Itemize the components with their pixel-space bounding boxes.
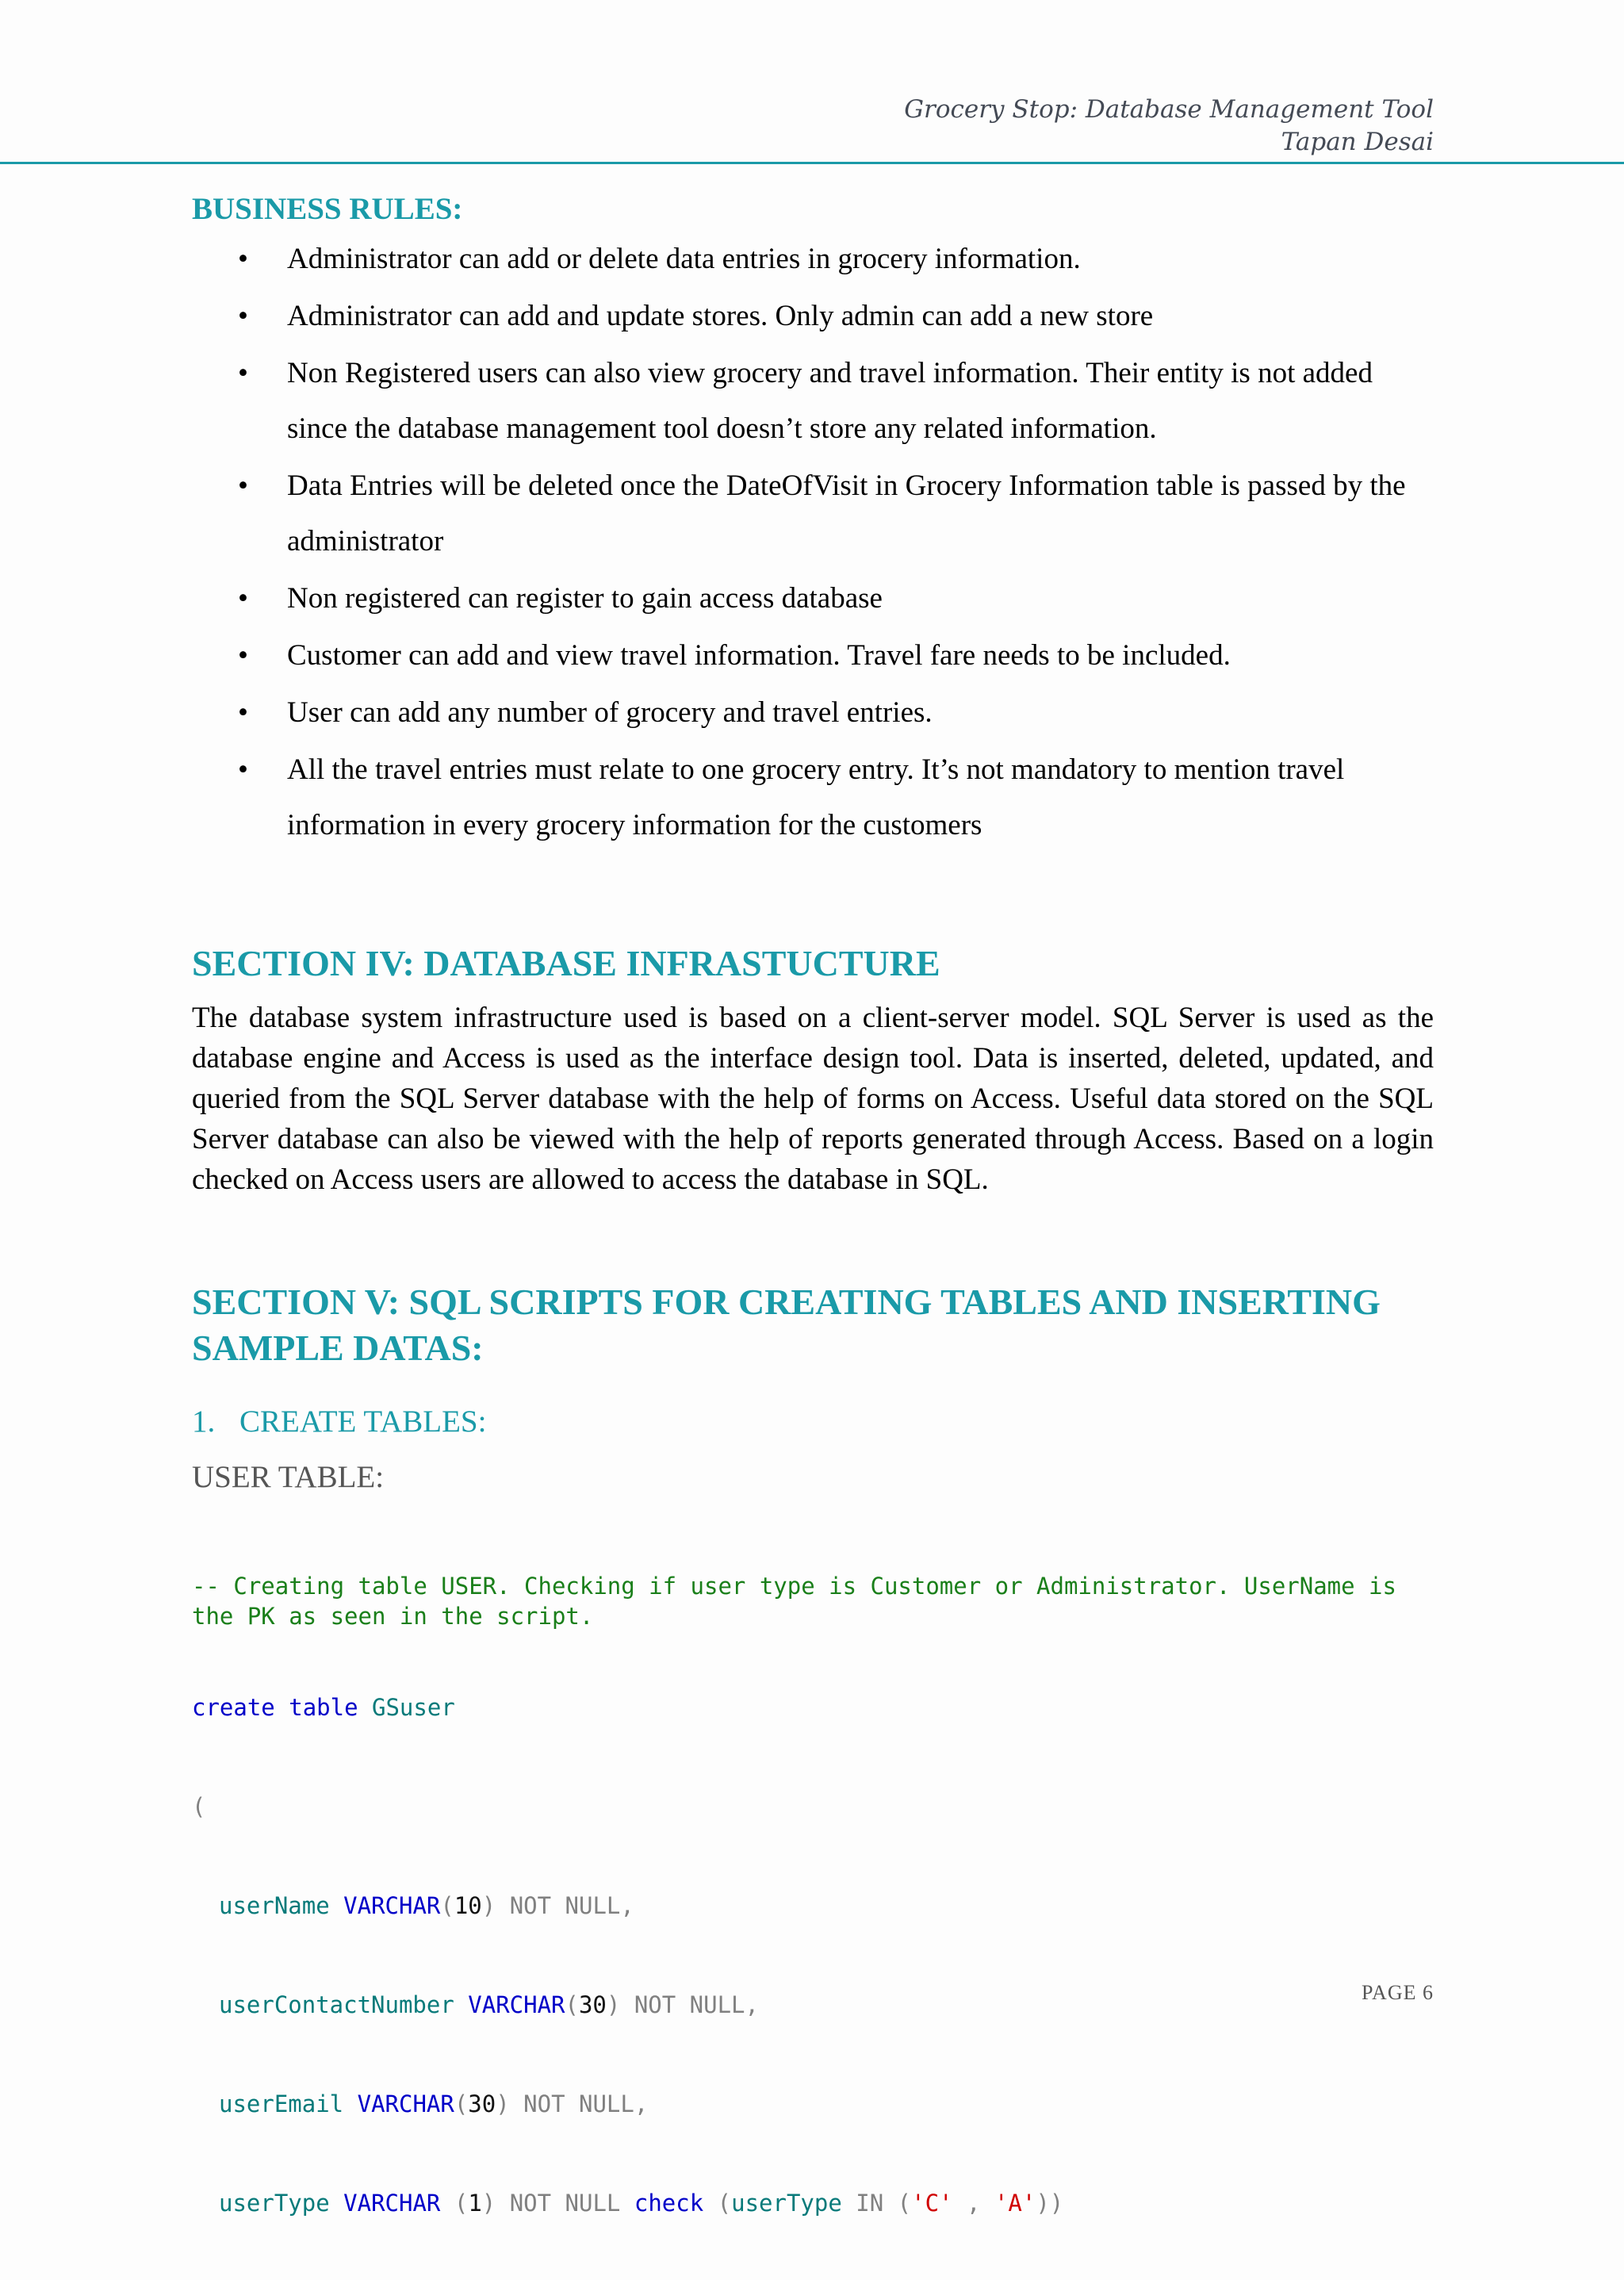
list-item: • User can add any number of grocery and travel entries. [192,685,1434,741]
bullet-icon: • [238,639,248,672]
header-author: Tapan Desai [1281,128,1434,156]
header-title: Grocery Stop: Database Management Tool [904,95,1434,124]
list-item: • Data Entries will be deleted once the DateOfVisit in Grocery Information table is passed by the administrator [192,458,1434,569]
page-number: PAGE 6 [1361,1981,1434,2004]
section-v-heading [192,1279,1434,1371]
code-line: create table GSuser [192,1694,455,1721]
bullet-icon: • [238,243,248,275]
list-item: • Customer can add and view travel information. Travel fare needs to be included. [192,628,1434,684]
list-item: • All the travel entries must relate to one grocery entry. It’s not mandatory to mention travel information in every grocery information for the customers [192,742,1434,853]
bullet-icon: • [238,300,248,332]
header-divider [0,162,1624,164]
code-line: userEmail VARCHAR(30) NOT NULL, [219,2090,649,2117]
code-line: ( [192,1793,206,1820]
code-comment: -- Creating table USER. Checking if user type is Customer or Administrator. UserName is the PK as seen in the script. [192,1573,1411,1630]
code-line: userType VARCHAR (1) NOT NULL check (userType IN ('C' , 'A')) [219,2190,1064,2217]
list-item: • Administrator can add and update stores. Only admin can add a new store [192,289,1434,344]
sql-code-block [192,1517,1434,2280]
list-item: • Administrator can add or delete data entries in grocery information. [192,232,1434,287]
list-item: • Non Registered users can also view grocery and travel information. Their entity is not added since the database management tool doesn’t store any related information. [192,346,1434,457]
user-table-subheading: USER TABLE: [192,1460,385,1494]
bullet-icon: • [238,469,248,502]
code-line: userContactNumber VARCHAR(30) NOT NULL, [219,1991,759,2018]
page-header [904,94,1434,159]
bullet-icon: • [238,753,248,786]
section-iv-paragraph: The database system infrastructure used is based on a client-server model. SQL Server is used as the database engine and Access is used as the interface design tool. Data is inserted, deleted, updated, and queried from the SQL Server database with the help of forms on Access. Useful data stored on the SQL Server database can also be viewed with the help of reports generated through Access. Based on a login checked on Access users are allowed to access the database in SQL. [192,1002,1434,1196]
bullet-icon: • [238,696,248,729]
item-number: 1. [192,1404,216,1439]
section-iv-heading: SECTION IV: DATABASE INFRASTUCTURE [192,943,940,983]
bullet-icon: • [238,582,248,615]
section-v-heading-line1: SECTION V: SQL SCRIPTS FOR CREATING TABLES AND INSERTING [192,1282,1381,1322]
code-line: userName VARCHAR(10) NOT NULL, [219,1892,634,1919]
business-rules-list [192,232,1434,853]
item-label: CREATE TABLES: [239,1404,487,1439]
list-item: • Non registered can register to gain access database [192,571,1434,627]
section-v-heading-line2: SAMPLE DATAS: [192,1328,484,1368]
business-rules-heading: BUSINESS RULES: [192,192,463,226]
create-tables-heading [192,1400,1434,1444]
page-content [192,187,1434,2280]
bullet-icon: • [238,357,248,389]
